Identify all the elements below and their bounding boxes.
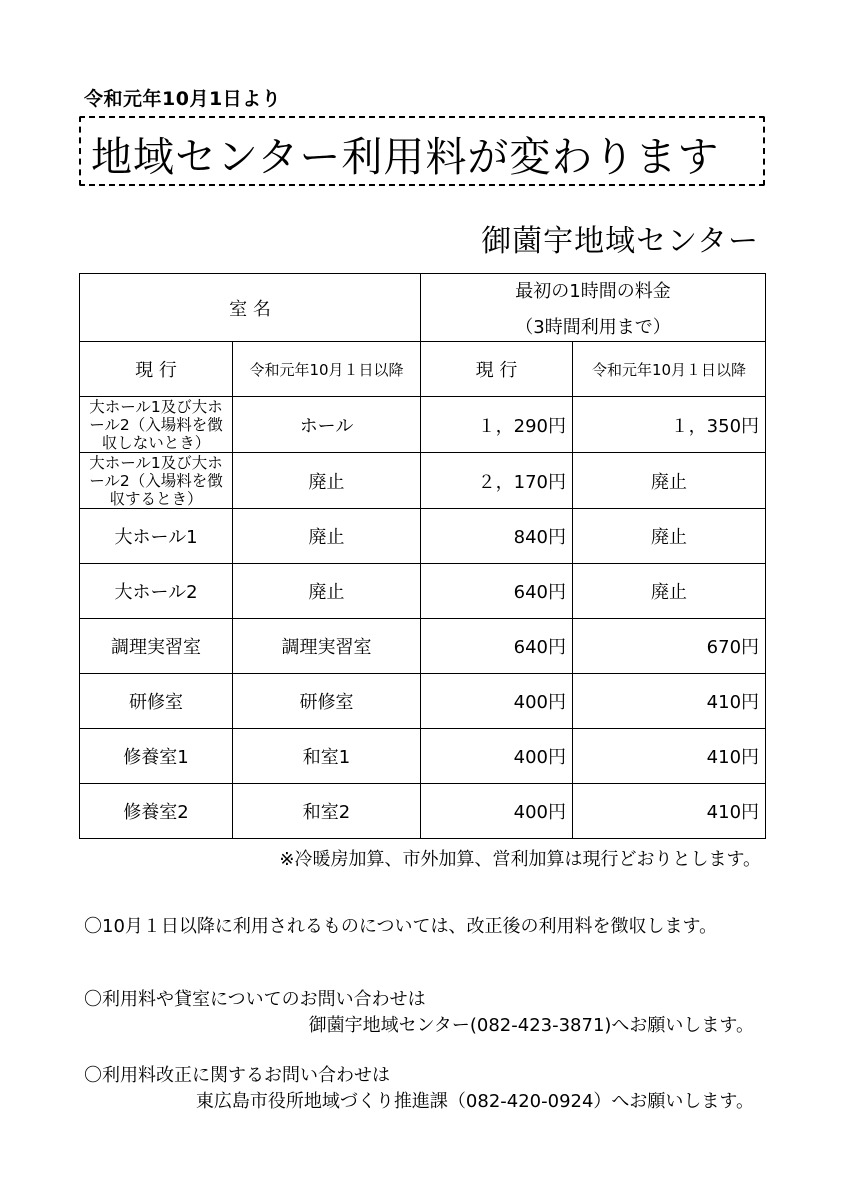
cell-current-fee: ２，170円 bbox=[421, 453, 573, 509]
header-room-name-text: 室 名 bbox=[229, 298, 271, 320]
table-row bbox=[80, 619, 766, 674]
cell-new-room: ホール bbox=[233, 397, 421, 453]
fee-table bbox=[79, 273, 766, 839]
cell-new-fee: １，350円 bbox=[573, 397, 766, 453]
table-row bbox=[80, 564, 766, 619]
cell-current-room: 大ホール1 bbox=[80, 509, 233, 564]
cell-new-fee: 410円 bbox=[573, 674, 766, 729]
header-room-name bbox=[80, 274, 421, 342]
subheader-new-fee: 令和元年10月１日以降 bbox=[573, 342, 766, 397]
cell-current-room: 大ホール1及び大ホール2（入場料を徴収するとき） bbox=[80, 453, 233, 509]
cell-new-fee: 廃止 bbox=[573, 509, 766, 564]
header-fee-line1: 最初の1時間の料金 bbox=[515, 280, 671, 302]
cell-new-room: 和室1 bbox=[233, 729, 421, 784]
cell-current-fee: 640円 bbox=[421, 619, 573, 674]
cell-current-room: 大ホール1及び大ホール2（入場料を徴収しないとき） bbox=[80, 397, 233, 453]
cell-new-fee: 410円 bbox=[573, 784, 766, 839]
cell-current-fee: 400円 bbox=[421, 784, 573, 839]
cell-new-fee: 410円 bbox=[573, 729, 766, 784]
cell-new-fee: 670円 bbox=[573, 619, 766, 674]
table-row bbox=[80, 397, 766, 453]
surcharge-note: ※冷暖房加算、市外加算、営利加算は現行どおりとします。 bbox=[279, 849, 761, 870]
inquiry-rooms-line2: 御薗宇地域センター(082-423-3871)へお願いします。 bbox=[308, 1015, 754, 1036]
cell-current-room: 研修室 bbox=[80, 674, 233, 729]
effective-date: 令和元年10月1日より bbox=[84, 88, 282, 110]
cell-current-room: 修養室1 bbox=[80, 729, 233, 784]
cell-new-fee: 廃止 bbox=[573, 564, 766, 619]
cell-current-room: 修養室2 bbox=[80, 784, 233, 839]
cell-new-room: 調理実習室 bbox=[233, 619, 421, 674]
notice-fee-collection: 〇10月１日以降に利用されるものについては、改正後の利用料を徴収します。 bbox=[84, 916, 718, 937]
cell-current-fee: １，290円 bbox=[421, 397, 573, 453]
cell-current-fee: 400円 bbox=[421, 729, 573, 784]
cell-current-room: 調理実習室 bbox=[80, 619, 233, 674]
page-title: 地域センター利用料が変わります bbox=[91, 133, 720, 181]
header-fee bbox=[421, 274, 766, 342]
title-box bbox=[79, 116, 765, 186]
cell-current-fee: 400円 bbox=[421, 674, 573, 729]
cell-new-room: 廃止 bbox=[233, 564, 421, 619]
cell-current-room: 大ホール2 bbox=[80, 564, 233, 619]
table-header-row bbox=[80, 274, 766, 342]
table-row bbox=[80, 509, 766, 564]
cell-current-fee: 640円 bbox=[421, 564, 573, 619]
cell-new-fee: 廃止 bbox=[573, 453, 766, 509]
inquiry-rooms-line1: 〇利用料や貸室についてのお問い合わせは bbox=[84, 989, 426, 1010]
table-row bbox=[80, 453, 766, 509]
cell-new-room: 研修室 bbox=[233, 674, 421, 729]
cell-new-room: 廃止 bbox=[233, 453, 421, 509]
cell-new-room: 廃止 bbox=[233, 509, 421, 564]
center-name: 御薗宇地域センター bbox=[481, 224, 759, 259]
header-fee-line2: （3時間利用まで） bbox=[515, 316, 671, 338]
table-row bbox=[80, 729, 766, 784]
table-subheader-row bbox=[80, 342, 766, 397]
cell-new-room: 和室2 bbox=[233, 784, 421, 839]
subheader-current-fee: 現 行 bbox=[421, 342, 573, 397]
subheader-new-room: 令和元年10月１日以降 bbox=[233, 342, 421, 397]
inquiry-revision-line2: 東広島市役所地域づくり推進課（082-420-0924）へお願いします。 bbox=[195, 1091, 754, 1112]
cell-current-fee: 840円 bbox=[421, 509, 573, 564]
table-row bbox=[80, 784, 766, 839]
inquiry-revision-line1: 〇利用料改正に関するお問い合わせは bbox=[84, 1065, 390, 1086]
table-row bbox=[80, 674, 766, 729]
subheader-current-room: 現 行 bbox=[80, 342, 233, 397]
